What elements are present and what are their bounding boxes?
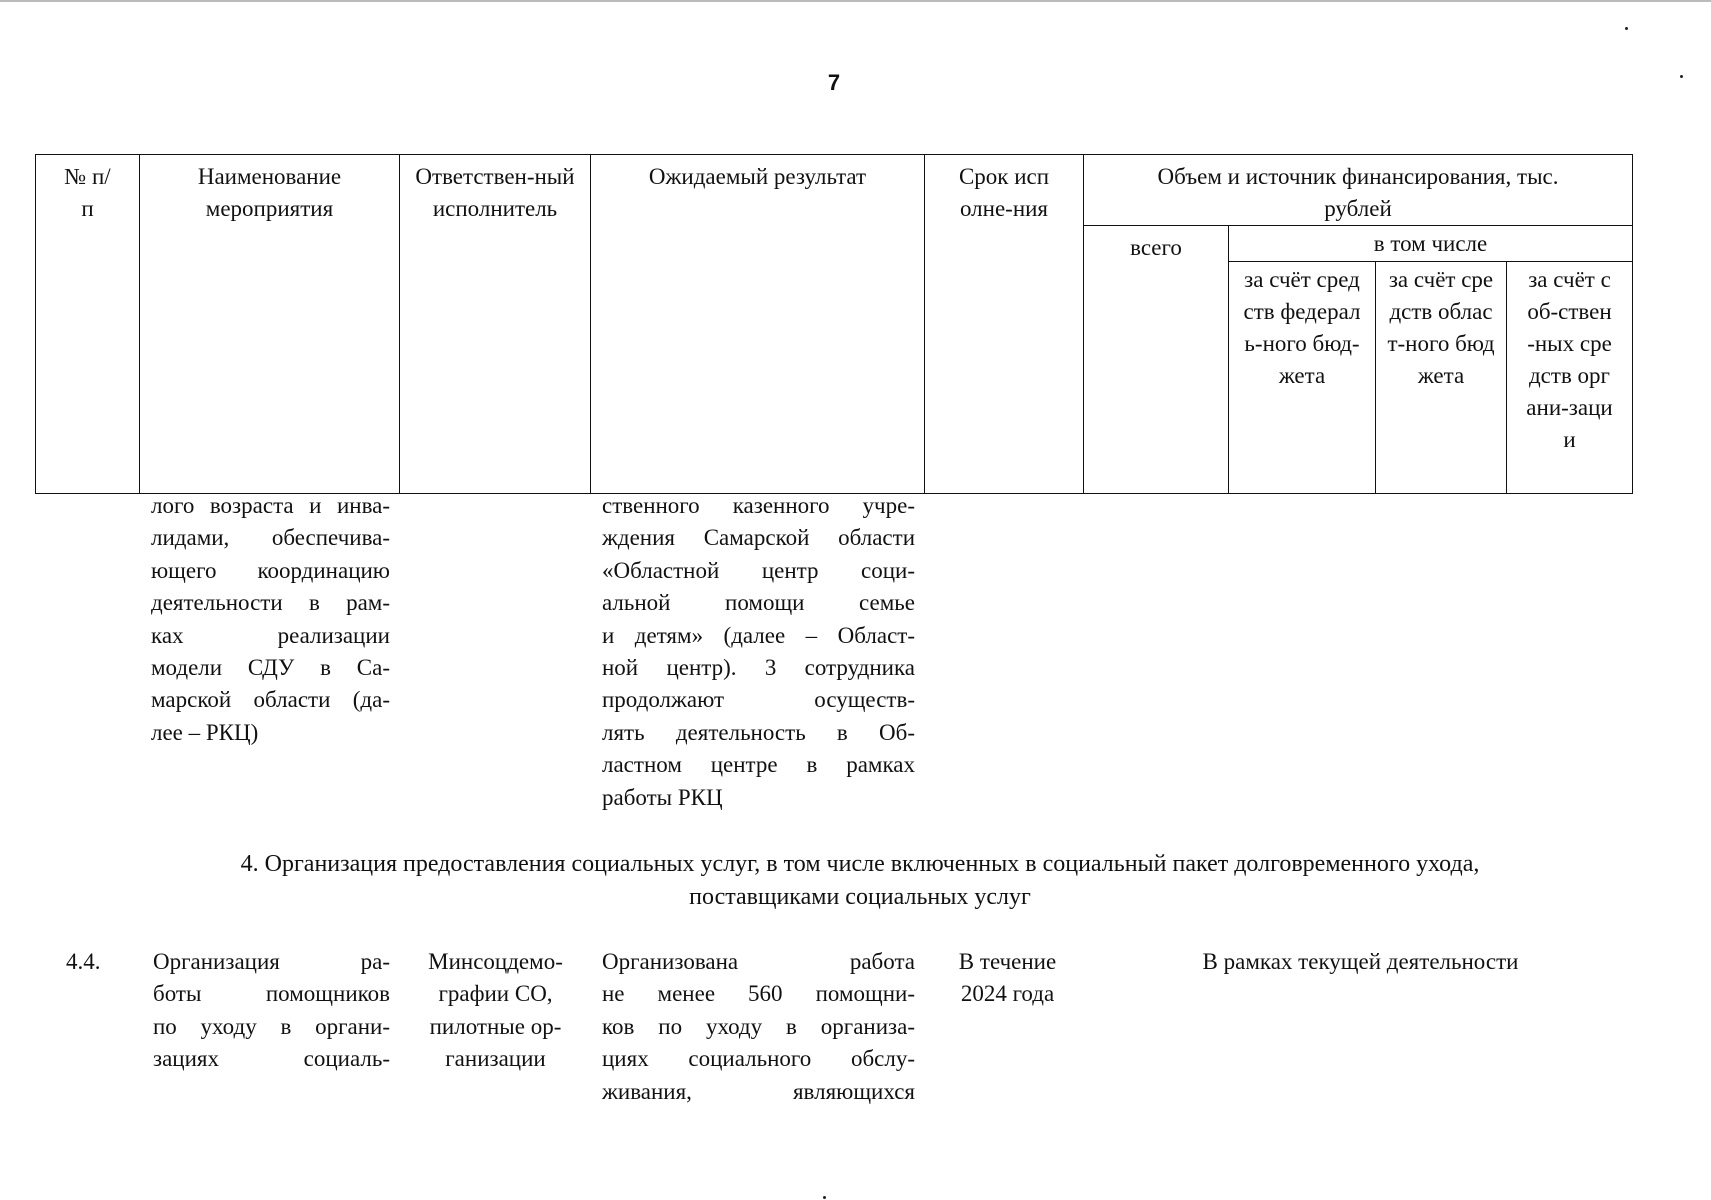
row-4-4-deadline: В течение 2024 года: [958, 949, 1057, 1007]
page-number: 7: [827, 70, 841, 95]
header-name: Наименование мероприятия: [140, 155, 400, 494]
row-4-4-result: Организована работа не менее 560 помощни- ков по уходу в организа- циях социального обслу- живания, являющихся: [602, 949, 915, 1104]
header-num: № п/п: [36, 155, 140, 494]
row-4-4-name: Организация ра- боты помощников по уходу в органи- зациях социаль-: [153, 949, 390, 1072]
scan-speck: [1625, 27, 1628, 30]
scan-speck: [823, 1196, 826, 1199]
header-responsible: Ответствен-ный исполнитель: [400, 155, 591, 494]
header-result: Ожидаемый результат: [591, 155, 925, 494]
section-heading: 4. Организация предоставления социальных услуг, в том числе включенных в социальный пакет долговременного ухода, поставщиками социальных услуг: [240, 851, 1480, 910]
header-including: в том числе: [1229, 226, 1633, 262]
header-total: всего: [1084, 226, 1229, 494]
header-funding: Объем и источник финансирования, тыс. рублей: [1084, 155, 1633, 226]
table-header: [35, 154, 1633, 494]
header-deadline: Срок исполне-ния: [925, 155, 1084, 494]
header-own: за счёт соб-ствен-ных средств органи-зации: [1507, 262, 1633, 494]
continued-name-cell: лого возраста и инва- лидами, обеспечива- ющего координацию деятельности в рам- ках реализации модели СДУ в Са- марской области (да- лее – РКЦ): [151, 493, 390, 745]
continued-result-cell: ственного казенного учре- ждения Самарской области «Областной центр соци- альной помощи семье и детям» (далее – Област- ной центр). 3 сотрудника продолжают осуществ- лять деятельность в Об- ластном центре в рамках работы РКЦ: [602, 493, 915, 810]
row-4-4-responsible: Минсоцдемо- графии СО, пилотные ор- ганизации: [428, 949, 563, 1072]
row-4-4-number: 4.4.: [66, 949, 101, 974]
header-regional: за счёт средств област-ного бюджета: [1376, 262, 1507, 494]
header-federal: за счёт средств федераль-ного бюд-жета: [1229, 262, 1376, 494]
row-4-4-funding: В рамках текущей деятельности: [1202, 949, 1519, 974]
scan-top-edge: [0, 0, 1711, 2]
scan-speck: [1680, 75, 1683, 78]
